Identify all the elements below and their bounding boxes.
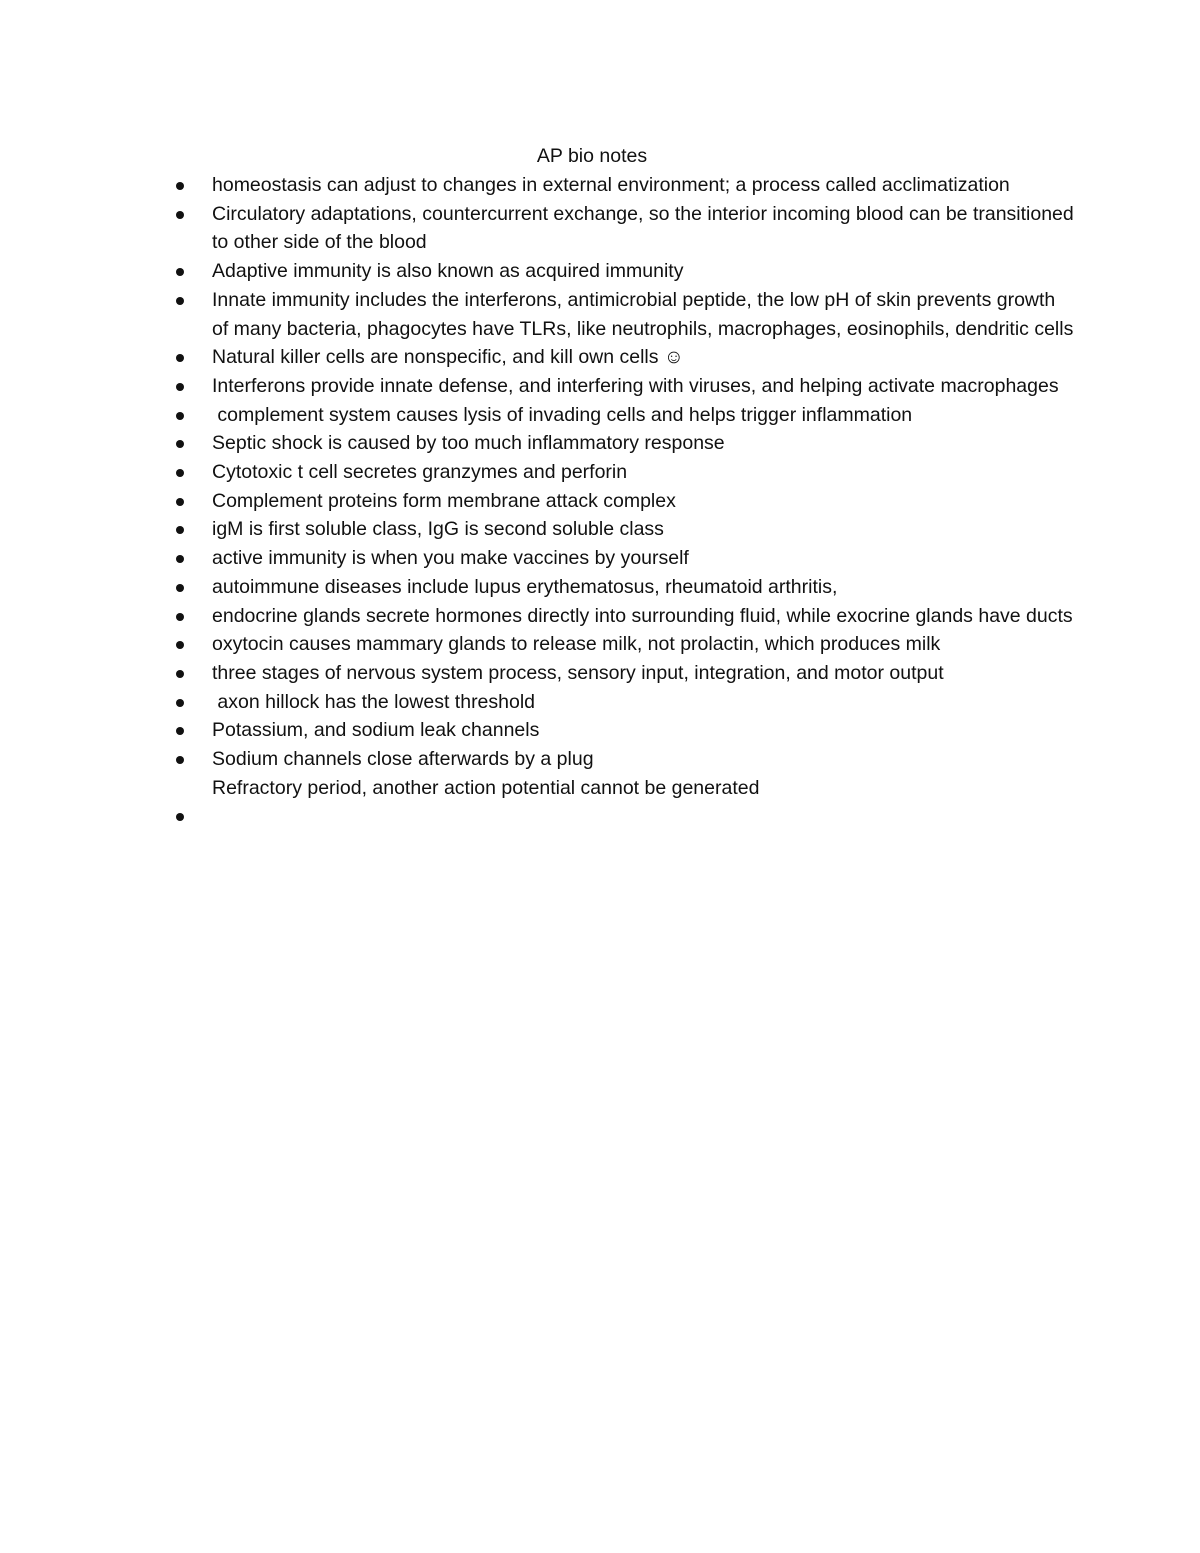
list-item	[176, 171, 1076, 200]
bullet-icon	[176, 670, 184, 678]
list-item	[176, 257, 1076, 286]
bullet-icon	[176, 182, 184, 190]
list-item	[176, 716, 1076, 745]
bullet-icon	[176, 297, 184, 305]
list-item	[176, 458, 1076, 487]
bullet-icon	[176, 613, 184, 621]
list-item	[176, 343, 1076, 372]
bullet-icon	[176, 211, 184, 219]
list-item-text: three stages of nervous system process, sensory input, integration, and motor output	[212, 661, 944, 684]
list-item	[176, 372, 1076, 401]
bullet-icon	[176, 383, 184, 391]
list-item	[176, 200, 1076, 257]
list-item-text: active immunity is when you make vaccines by yourself	[212, 547, 689, 570]
list-item	[176, 544, 1076, 573]
bullet-icon	[176, 268, 184, 276]
bullet-icon	[176, 555, 184, 563]
bullet-icon	[176, 412, 184, 420]
list-item	[176, 429, 1076, 458]
list-item	[176, 286, 1076, 343]
bullet-icon	[176, 469, 184, 477]
document-title: AP bio notes	[536, 145, 648, 167]
bullet-icon	[176, 354, 184, 362]
list-item-text: complement system causes lysis of invading cells and helps trigger inflammation	[212, 403, 913, 426]
list-item-text: Natural killer cells are nonspecific, and kill own cells ☺	[212, 346, 684, 369]
list-item-text: Circulatory adaptations, countercurrent exchange, so the interior incoming blood can be transitioned to other side of the blood	[212, 202, 1074, 254]
bullet-icon	[176, 526, 184, 534]
list-item-text: Cytotoxic t cell secretes granzymes and perforin	[212, 461, 628, 484]
bullet-icon	[176, 498, 184, 506]
list-item	[176, 602, 1076, 631]
list-item	[176, 573, 1076, 602]
list-item	[176, 401, 1076, 430]
list-item-text: Innate immunity includes the interferons, antimicrobial peptide, the low pH of skin prevents growth of many bacteria, phagocytes have TLRs, like neutrophils, macrophages, eosinophils, dendritic cells	[212, 288, 1074, 340]
list-item	[176, 630, 1076, 659]
plain-text-line	[176, 774, 1076, 803]
list-item	[176, 745, 1076, 774]
list-item-text: oxytocin causes mammary glands to release milk, not prolactin, which produces milk	[212, 633, 941, 656]
list-item-text: Sodium channels close afterwards by a plug	[212, 748, 594, 771]
list-item-text: endocrine glands secrete hormones directly into surrounding fluid, while exocrine glands have ducts	[212, 604, 1073, 627]
bullet-icon	[176, 727, 184, 735]
bullet-icon	[176, 699, 184, 707]
list-item-text: Complement proteins form membrane attack complex	[212, 489, 676, 512]
notes-list	[176, 171, 1076, 831]
empty-list-item	[176, 802, 1076, 831]
list-item	[176, 515, 1076, 544]
bullet-icon	[176, 813, 184, 821]
list-item-text: autoimmune diseases include lupus erythematosus, rheumatoid arthritis,	[212, 575, 838, 598]
list-item-text: Potassium, and sodium leak channels	[212, 719, 540, 742]
bullet-icon	[176, 641, 184, 649]
list-item-text: homeostasis can adjust to changes in external environment; a process called acclimatization	[212, 174, 1010, 196]
list-item	[176, 487, 1076, 516]
list-item-text: Septic shock is caused by too much inflammatory response	[212, 432, 725, 455]
list-item-text: igM is first soluble class, IgG is second soluble class	[212, 518, 664, 541]
list-item-text: axon hillock has the lowest threshold	[212, 690, 536, 713]
bullet-icon	[176, 756, 184, 764]
bullet-icon	[176, 440, 184, 448]
bullet-icon	[176, 584, 184, 592]
list-item-text: Adaptive immunity is also known as acquired immunity	[212, 260, 684, 283]
list-item	[176, 688, 1076, 717]
plain-line-text: Refractory period, another action potential cannot be generated	[212, 776, 760, 799]
list-item	[176, 659, 1076, 688]
list-item-text: Interferons provide innate defense, and interfering with viruses, and helping activate macrophages	[212, 374, 1059, 397]
